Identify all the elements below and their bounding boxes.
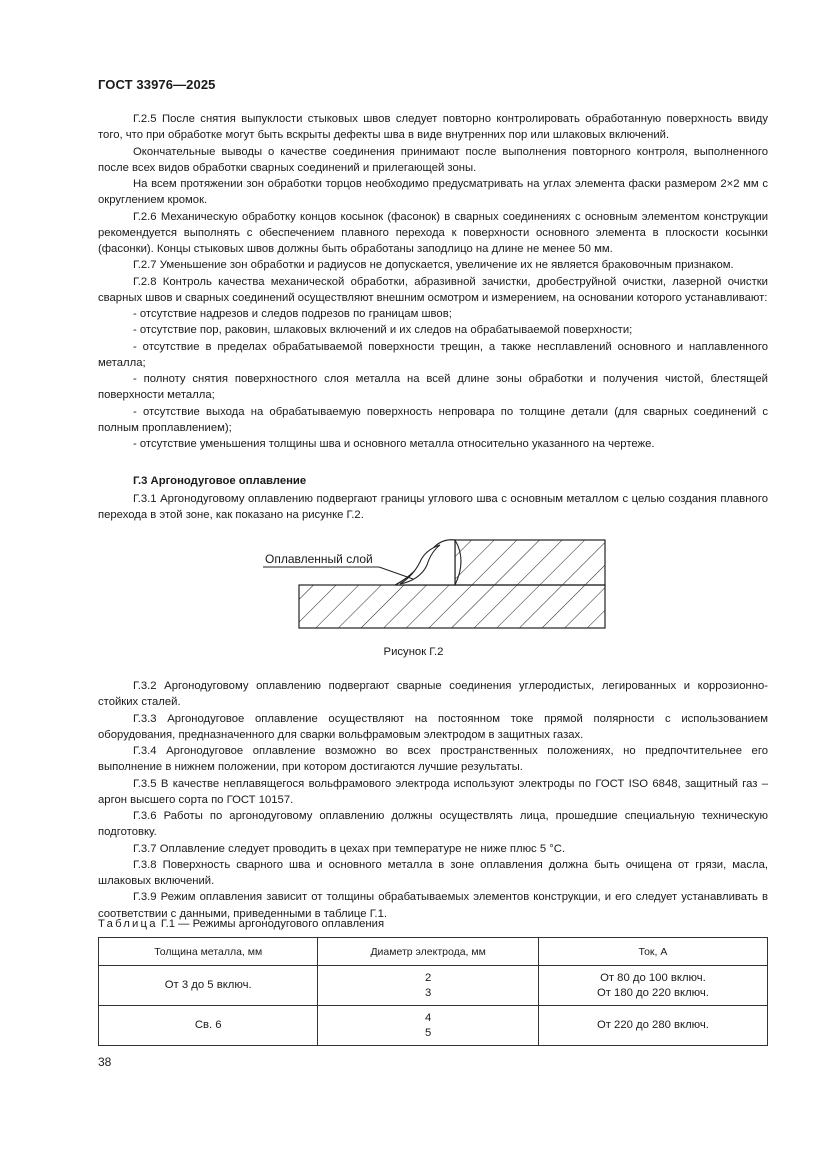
section-intro: [98, 491, 768, 524]
table-caption-word: Таблица: [98, 918, 158, 930]
list-item: - отсутствие в пределах обрабатываемой поверхности трещин, а также несплавлений основного и наплавленного металла;: [98, 340, 768, 369]
table-row: [99, 1006, 768, 1046]
cell-line: 3: [424, 986, 432, 999]
cell-diameter: [318, 1006, 539, 1046]
body-text-top: [98, 111, 768, 452]
cell-line: От 180 до 220 включ.: [596, 986, 709, 999]
paragraph: Г.3.8 Поверхность сварного шва и основного металла в зоне оплавления должна быть очищена от грязи, масла, шлаковых включений.: [98, 858, 768, 887]
list-item: - отсутствие уменьшения толщины шва и основного металла относительно указанного на чертеже.: [133, 438, 655, 450]
cell-line: 4: [424, 1011, 432, 1024]
header-thickness: Толщина металла, мм: [99, 938, 318, 966]
cell-line: 5: [424, 1026, 432, 1039]
table-caption: [98, 918, 384, 930]
paragraph: Г.3.2 Аргонодуговому оплавлению подвергают сварные соединения углеродистых, легированных и коррозионно-стойких сталей.: [98, 680, 768, 709]
cell-thickness: Св. 6: [99, 1006, 318, 1046]
page-number: 38: [98, 1055, 112, 1069]
cell-diameter: [318, 966, 539, 1006]
cell-line: От 220 до 280 включ.: [596, 1019, 709, 1031]
leader-line: [379, 567, 413, 579]
list-item: - отсутствие пор, раковин, шлаковых включений и их следов на обрабатываемой поверхности;: [133, 324, 633, 337]
list-item: - отсутствие надрезов и следов подрезов по границам швов;: [133, 308, 452, 320]
table-row: [99, 966, 768, 1006]
figure-label: Оплавленный слой: [265, 552, 373, 566]
paragraph: Г.3.7 Оплавление следует проводить в цехах при температуре не ниже плюс 5 °С.: [133, 842, 566, 855]
document-header: ГОСТ 33976—2025: [98, 77, 216, 92]
section-title: Г.3 Аргонодуговое оплавление: [133, 475, 307, 487]
paragraph: Г.3.1 Аргонодуговому оплавлению подвергают границы углового шва с основным металлом с целью создания плавного перехода в этой зоне, как показано на рисунке Г.2.: [98, 493, 768, 522]
figure-g2: [255, 530, 615, 640]
header-current: Ток, А: [538, 938, 767, 966]
figure-caption: Рисунок Г.2: [383, 646, 444, 658]
weld-diagram: [255, 530, 615, 640]
cell-line: 2: [424, 971, 432, 984]
upper-plate: [455, 540, 605, 585]
table-caption-text: Г.1 — Режимы аргонодугового оплавления: [157, 918, 385, 930]
table-header-row: [99, 938, 768, 966]
paragraph: Г.2.6 Механическую обработку концов косынок (фасонок) в сварных соединениях с основным элементом конструкции рекомендуется выполнять с обеспечением плавного перехода к поверхности основного элемента в плоскости косынки (фасонки). Концы стыковых швов должны быть обработаны заподлицо на длине не менее 50 мм.: [98, 210, 768, 255]
paragraph: Г.2.8 Контроль качества механической обработки, абразивной зачистки, дробеструйной очистки, лазерной очистки сварных швов и сварных соединений осуществляют внешним осмотром и измерением, на основании которого устанавливают:: [98, 275, 768, 304]
list-item: - полноту снятия поверхностного слоя металла на всей длине зоны обработки и получения чистой, блестящей поверхности металла;: [98, 373, 768, 402]
body-text-bottom: [98, 678, 768, 922]
cell-thickness: От 3 до 5 включ.: [99, 966, 318, 1006]
paragraph: Г.3.4 Аргонодуговое оплавление возможно во всех пространственных положениях, но предпочтительнее его выполнение в нижнем положении, при котором достигаются лучшие результаты.: [98, 745, 768, 774]
list-item: - отсутствие выхода на обрабатываемую поверхность непровара по толщине детали (для сварных соединений с полным проплавлением);: [98, 405, 768, 434]
cell-line: От 80 до 100 включ.: [600, 971, 706, 984]
paragraph: На всем протяжении зон обработки торцов необходимо предусматривать на углах элемента фаски размером 2×2 мм с округлением кромок.: [98, 178, 768, 207]
cell-current: [538, 1006, 767, 1046]
paragraph: Г.2.7 Уменьшение зон обработки и радиусов не допускается, увеличение их не является браковочным признаком.: [133, 259, 734, 272]
paragraph: Окончательные выводы о качестве соединения принимают после выполнения повторного контроля, выполненного после всех видов обработки сварных соединений и прилегающей зоны.: [98, 145, 768, 174]
paragraph: Г.3.9 Режим оплавления зависит от толщины обрабатываемых элементов конструкции, и его следует устанавливать в соответствии с данными, приведенными в таблице Г.1.: [98, 891, 768, 920]
header-diameter: Диаметр электрода, мм: [318, 938, 539, 966]
paragraph: Г.3.3 Аргонодуговое оплавление осуществляют на постоянном токе прямой полярности с использованием оборудования, предназначенного для сварки вольфрамовым электродом в защитных газах.: [98, 712, 768, 741]
cell-current: [538, 966, 767, 1006]
modes-table: [98, 937, 768, 1046]
paragraph: Г.3.6 Работы по аргонодуговому оплавлению должны осуществлять лица, прошедшие специальную техническую подготовку.: [98, 810, 768, 839]
paragraph: Г.3.5 В качестве неплавящегося вольфрамового электрода используют электроды по ГОСТ ISO 6848, защитный газ – аргон высшего сорта по ГОСТ 10157.: [98, 777, 768, 806]
paragraph: Г.2.5 После снятия выпуклости стыковых швов следует повторно контролировать обработанную поверхность ввиду того, что при обработке могут быть вскрыты дефекты шва в виде внутренних пор или шлаковых включений.: [98, 113, 768, 142]
base-plate: [299, 585, 605, 628]
